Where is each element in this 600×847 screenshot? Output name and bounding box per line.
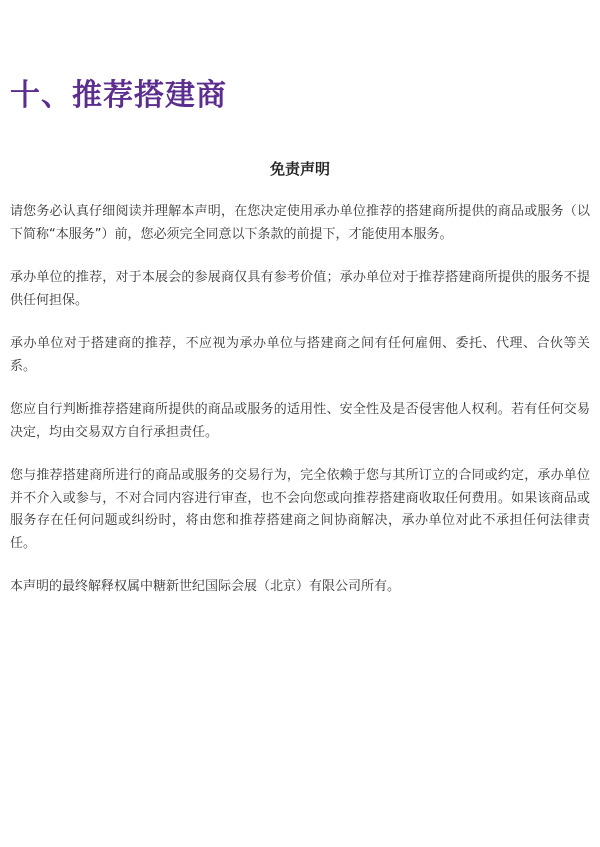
disclaimer-paragraph-5: 您与推荐搭建商所进行的商品或服务的交易行为，完全依赖于您与其所订立的合同或约定，承办单位并不介入或参与，不对合同内容进行审查，也不会向您或向推荐搭建商收取任何费用。如果该商品或服务存在任何问题或纠纷时，将由您和推荐搭建商之间协商解决，承办单位对此不承担任何法律责任。 bbox=[10, 468, 590, 551]
disclaimer-paragraph-6: 本声明的最终解释权属中糖新世纪国际会展（北京）有限公司所有。 bbox=[10, 579, 401, 594]
disclaimer-paragraph-3: 承办单位对于搭建商的推荐，不应视为承办单位与搭建商之间有任何雇佣、委托、代理、合伙等关系。 bbox=[10, 336, 590, 374]
section-title: 十、推荐搭建商 bbox=[10, 78, 227, 113]
disclaimer-body bbox=[10, 201, 590, 620]
disclaimer-paragraph-4: 您应自行判断推荐搭建商所提供的商品或服务的适用性、安全性及是否侵害他人权利。若有任何交易决定，均由交易双方自行承担责任。 bbox=[10, 402, 590, 440]
disclaimer-heading: 免责声明 bbox=[269, 160, 330, 178]
disclaimer-paragraph-2: 承办单位的推荐，对于本展会的参展商仅具有参考价值；承办单位对于推荐搭建商所提供的服务不提供任何担保。 bbox=[10, 270, 590, 308]
disclaimer-paragraph-1: 请您务必认真仔细阅读并理解本声明，在您决定使用承办单位推荐的搭建商所提供的商品或服务（以下简称“本服务”）前，您必须完全同意以下条款的前提下，才能使用本服务。 bbox=[10, 204, 590, 242]
